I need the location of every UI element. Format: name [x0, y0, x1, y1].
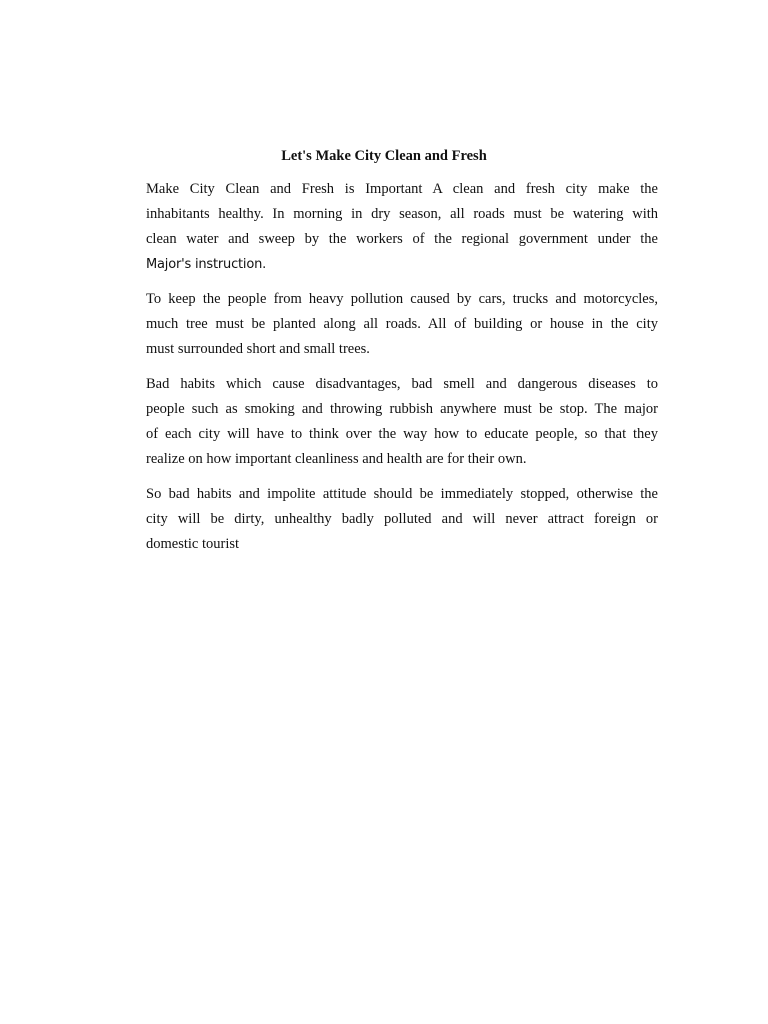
- paragraph-line: realize on how important cleanliness and health are for their own.: [146, 451, 527, 467]
- paragraph-line: inhabitants healthy. In morning in dry season, all roads must be watering with: [146, 206, 658, 222]
- paragraph-line: So bad habits and impolite attitude should be immediately stopped, otherwise the: [146, 486, 658, 502]
- paragraph-line: domestic tourist: [146, 536, 240, 552]
- paragraph-line: clean water and sweep by the workers of the regional government under the: [146, 231, 658, 247]
- document-title: Let's Make City Clean and Fresh: [281, 148, 487, 164]
- paragraph-line: Bad habits which cause disadvantages, bad smell and dangerous diseases to: [146, 376, 658, 392]
- paragraph-line: much tree must be planted along all roads. All of building or house in the city: [146, 316, 658, 332]
- paragraph-line: must surrounded short and small trees.: [146, 341, 370, 357]
- paragraph-line: Make City Clean and Fresh is Important A clean and fresh city make the: [146, 181, 658, 197]
- paragraph-3: [146, 372, 658, 472]
- paragraph-line: city will be dirty, unhealthy badly polluted and will never attract foreign or: [146, 511, 658, 527]
- paragraph-line: Major's instruction.: [146, 257, 267, 272]
- paragraph-line: To keep the people from heavy pollution caused by cars, trucks and motorcycles,: [146, 291, 658, 307]
- paragraph-2: [146, 287, 658, 362]
- paragraph-line: of each city will have to think over the way how to educate people, so that they: [146, 426, 658, 442]
- paragraph-1: [146, 177, 658, 277]
- paragraph-4: [146, 482, 658, 557]
- paragraph-line: people such as smoking and throwing rubbish anywhere must be stop. The major: [146, 401, 658, 417]
